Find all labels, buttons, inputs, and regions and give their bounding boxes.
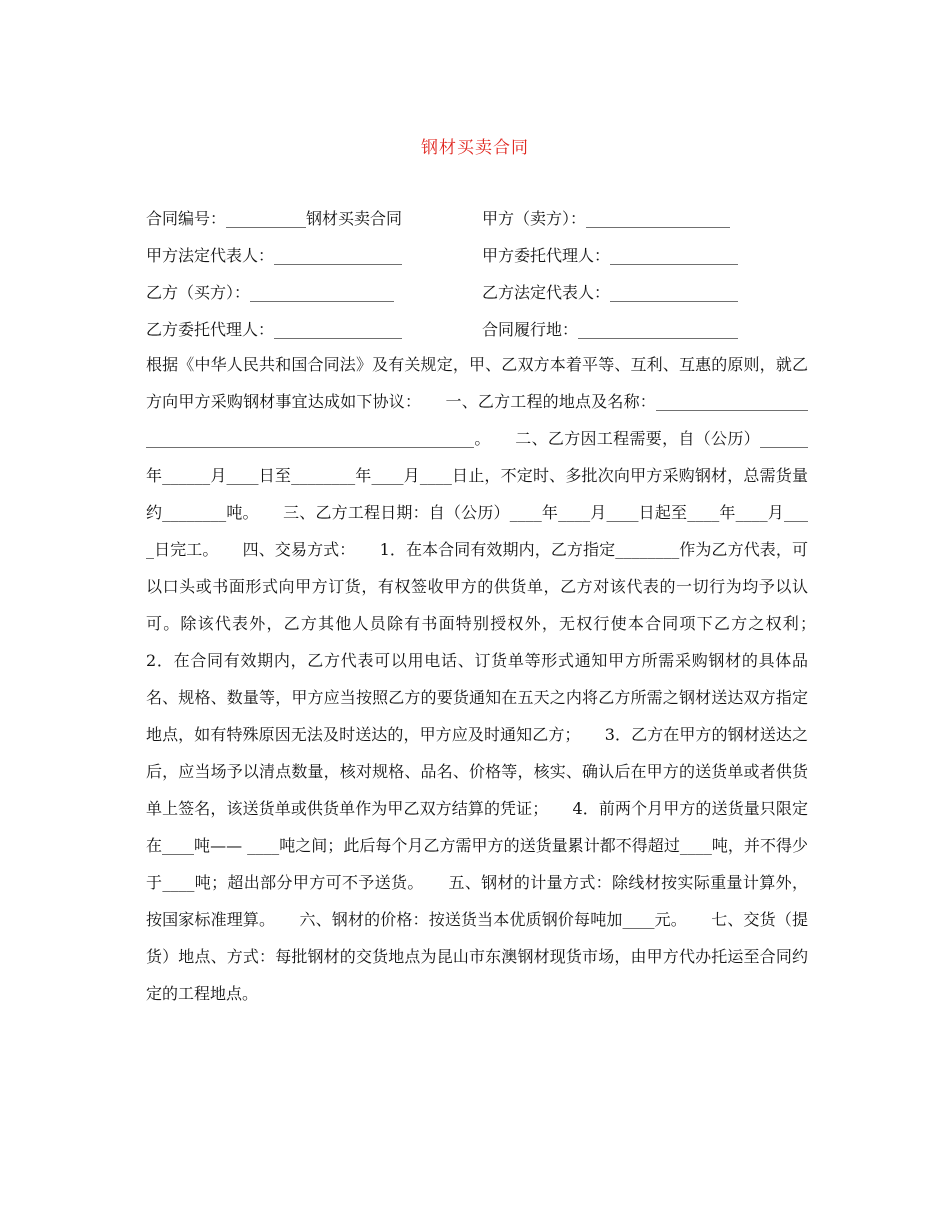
contract-number-field: 合同编号：__________钢材买卖合同 xyxy=(146,209,403,228)
party-a-agent-field: 甲方委托代理人：________________ xyxy=(482,246,739,265)
party-a-legal-rep-field: 甲方法定代表人：________________ xyxy=(146,246,403,265)
info-row-contract-number xyxy=(146,206,806,243)
party-info-grid xyxy=(146,206,806,354)
party-b-agent-field: 乙方委托代理人：________________ xyxy=(146,320,403,339)
info-row-party-b xyxy=(146,280,806,317)
performance-place-field: 合同履行地：____________________ xyxy=(482,320,739,339)
party-b-buyer-field: 乙方（买方）：__________________ xyxy=(146,283,395,302)
contract-body-text: 根据《中华人民共和国合同法》及有关规定，甲、乙双方本着平等、互利、互惠的原则，就乙方向甲方采购钢材事宜达成如下协议： 一、乙方工程的地点及名称：____________________________________________________________。 二、乙方因工程需要，自（公历）______年______月____日至________年____月____日止，不定时、多批次向甲方采购钢材，总需货量约________吨。 三、乙方工程日期：自（公历）____年____月____日起至____年____月____日完工。 四、交易方式： 1．在本合同有效期内，乙方指定________作为乙方代表，可以口头或书面形式向甲方订货，有权签收甲方的供货单，乙方对该代表的一切行为均予以认可。除该代表外，乙方其他人员除有书面特别授权外，无权行使本合同项下乙方之权利； 2．在合同有效期内，乙方代表可以用电话、订货单等形式通知甲方所需采购钢材的具体品名、规格、数量等，甲方应当按照乙方的要货通知在五天之内将乙方所需之钢材送达双方指定地点，如有特殊原因无法及时送达的，甲方应及时通知乙方； 3．乙方在甲方的钢材送达之后，应当场予以清点数量，核对规格、品名、价格等，核实、确认后在甲方的送货单或者供货单上签名，该送货单或供货单作为甲乙双方结算的凭证； 4．前两个月甲方的送货量只限定在____吨—— ____吨之间；此后每个月乙方需甲方的送货量累计都不得超过____吨，并不得少于____吨；超出部分甲方可不予送货。 五、钢材的计量方式：除线材按实际重量计算外，按国家标准理算。 六、钢材的价格：按送货当本优质钢价每吨加____元。 七、交货（提货）地点、方式：每批钢材的交货地点为昆山市东澳钢材现货市场，由甲方代办托运至合同约定的工程地点。 xyxy=(146,355,841,1003)
info-row-party-a-representatives xyxy=(146,243,806,280)
party-a-seller-field: 甲方（卖方）：__________________ xyxy=(482,209,731,228)
document-title: 钢材买卖合同 xyxy=(421,138,529,158)
party-b-legal-rep-field: 乙方法定代表人：________________ xyxy=(482,283,739,302)
